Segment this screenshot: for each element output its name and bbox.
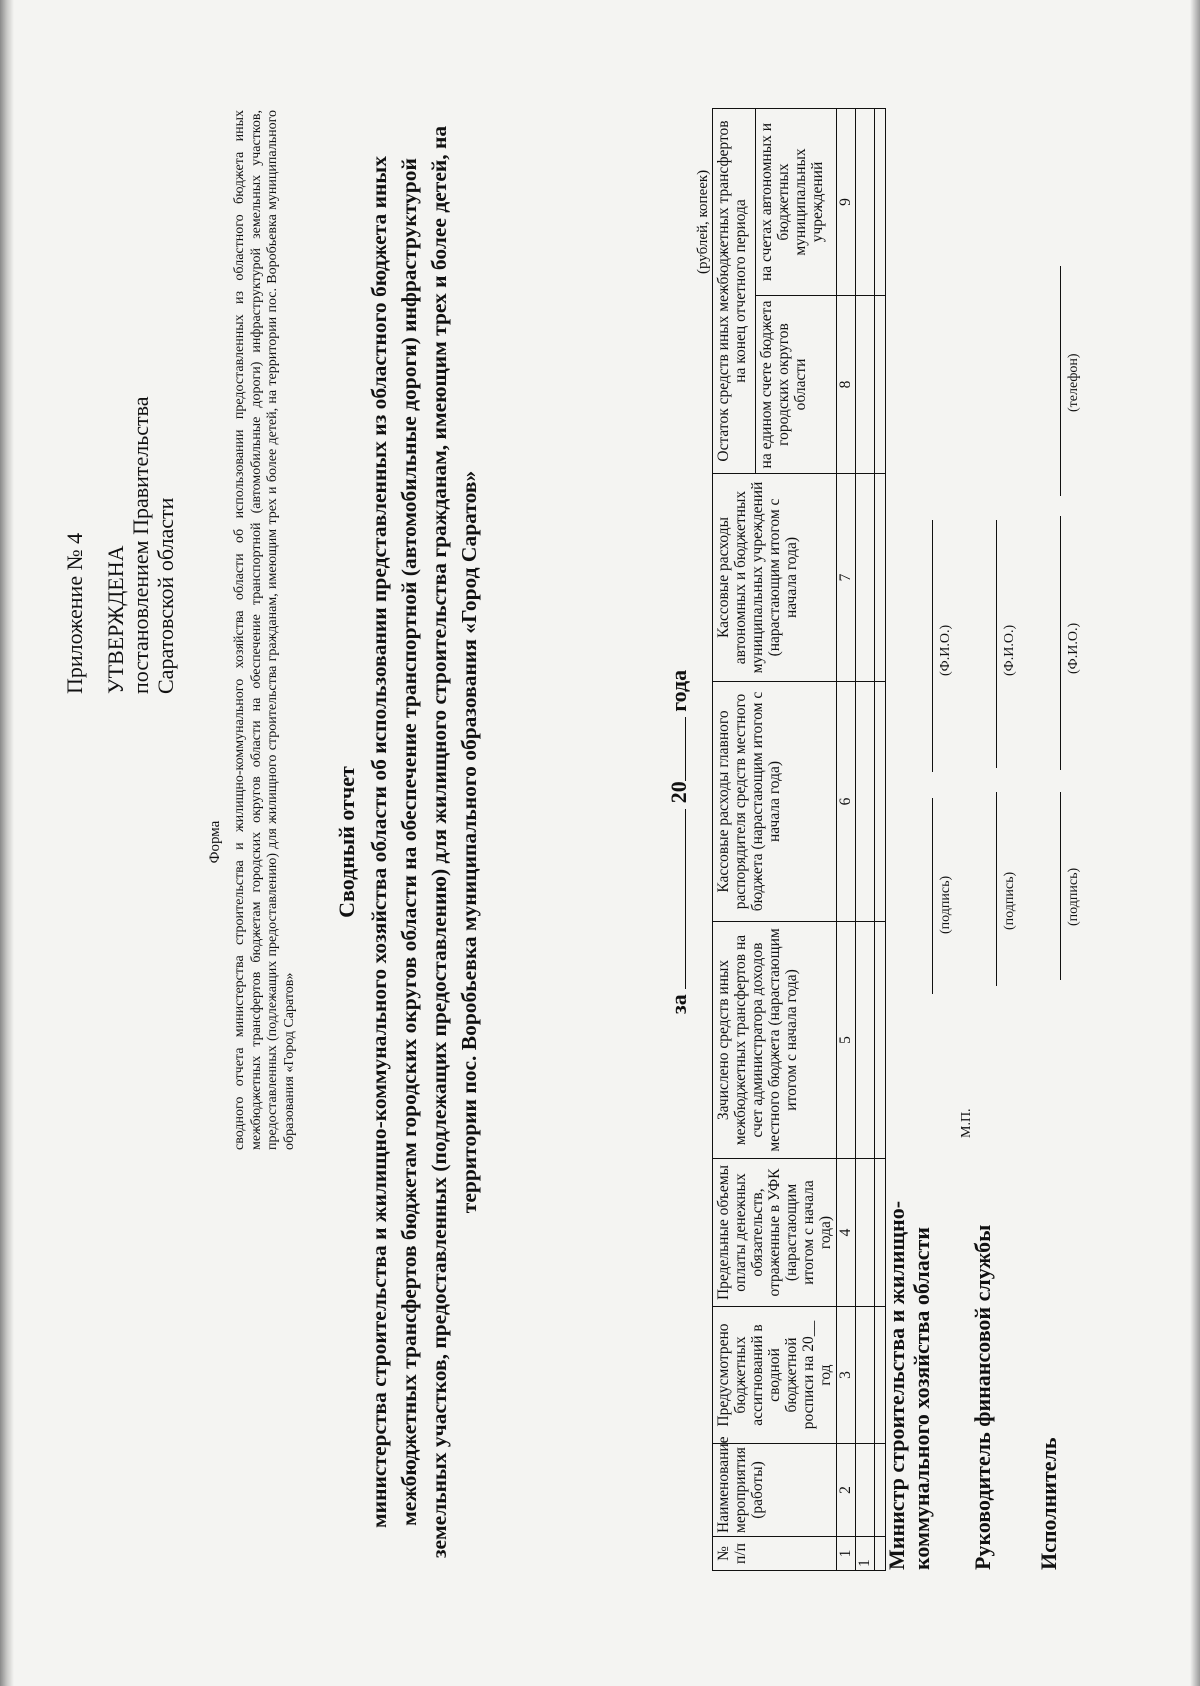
header-row-number: № п/п	[713, 1537, 837, 1571]
finance-head-name-hint: (Ф.И.О.)	[1002, 624, 1017, 676]
minister-title-line1: Министр строительства и жилищно-	[884, 1200, 909, 1570]
approval-authority-line1: постановлением Правительства	[128, 396, 153, 694]
period-suffix: года	[666, 669, 691, 712]
header-institution-expenses: Кассовые расходы автономных и бюджетных муниципальных учреждений (нарастающим итогом с начала года)	[713, 474, 837, 682]
finance-head-signature-line	[996, 792, 997, 986]
approval-block	[62, 254, 178, 694]
currency-note: (рублей, копеек)	[695, 169, 711, 274]
header-payment-limits: Предельные объемы оплаты денежных обязательств, отраженные в УФК (нарастающим итогом с начала года)	[713, 1159, 837, 1307]
executor-phone-hint: (телефон)	[1066, 353, 1081, 412]
table-cell	[856, 1444, 875, 1537]
period-year: 20	[666, 781, 691, 804]
header-remainder: Остаток средств иных межбюджетных трансфертов на конец отчетного периода	[713, 109, 756, 474]
period-blank-date	[667, 809, 686, 989]
header-manager-expenses: Кассовые расходы главного распорядителя средств местного бюджета (нарастающим итогом с начала года)	[713, 682, 837, 922]
minister-title-line2: коммунального хозяйства области	[909, 1227, 934, 1570]
executor-phone-line	[1060, 266, 1061, 496]
executor-name-hint: (Ф.И.О.)	[1066, 622, 1081, 674]
table-cell	[856, 682, 875, 922]
executor-signature-hint: (подпись)	[1066, 867, 1081, 926]
scan-edge-right	[1190, 0, 1200, 1686]
minister-name-line	[932, 520, 933, 772]
header-remainder-institution-accounts: на счетах автономных и бюджетных муниципальных учреждений	[756, 109, 837, 296]
appendix-number: Приложение № 4	[62, 532, 87, 694]
column-number: 7	[837, 474, 856, 682]
table-cell	[875, 474, 886, 682]
minister-signature-hint: (подпись)	[938, 875, 953, 934]
approval-authority-line2: Саратовской области	[153, 497, 178, 694]
minister-name-hint: (Ф.И.О.)	[938, 624, 953, 676]
stamp-placeholder: М.П.	[959, 1108, 974, 1138]
form-label: Форма	[207, 820, 223, 864]
column-number: 3	[837, 1307, 856, 1444]
table-cell	[856, 1307, 875, 1444]
header-activity-name: Наименование мероприятия (работы)	[713, 1444, 837, 1537]
table-cell	[875, 109, 886, 296]
report-title: Сводный отчет	[334, 766, 359, 918]
finance-head-name-line	[996, 520, 997, 768]
executor-signature-line	[1060, 792, 1061, 980]
form-description: сводного отчета министерства строительства и жилищно-коммунального хозяйства области об использовании предоставленных из областного бюджета иных межбюджетных трансфертов бюджетам городских округов области на обеспечение транспортной (автомобильные дороги) инфраструктурой земельных участков, предоставленных (подлежащих предоставлению) для жилищного строительства гражданам, имеющим трех и более детей, на территории пос. Воробьевка муниципального образования «Город Саратов»	[232, 110, 297, 1150]
period-prefix: за	[666, 994, 691, 1015]
table-cell: 1	[856, 1537, 875, 1571]
column-number: 2	[837, 1444, 856, 1537]
column-number: 4	[837, 1159, 856, 1307]
header-remainder-single-account: на едином счете бюджета городских округов области	[756, 296, 837, 474]
table-cell	[856, 1159, 875, 1307]
approval-stamp-text: УТВЕРЖДЕНА	[103, 545, 128, 694]
executor-name-line	[1060, 516, 1061, 770]
scan-edge-left	[0, 0, 14, 1686]
table-cell	[856, 922, 875, 1159]
column-number: 8	[837, 296, 856, 474]
column-number: 6	[837, 682, 856, 922]
column-number-row	[837, 109, 856, 1571]
table-cell	[875, 296, 886, 474]
column-number: 1	[837, 1537, 856, 1571]
rotated-document-page	[62, 102, 1082, 1582]
executor-title: Исполнитель	[1036, 1437, 1061, 1570]
table-cell	[875, 682, 886, 922]
column-number: 5	[837, 922, 856, 1159]
header-credited-transfers: Зачислено средств иных межбюджетных трансфертов на счет администратора доходов местного бюджета (нарастающим итогом с начала года)	[713, 922, 837, 1159]
report-period	[666, 102, 692, 1582]
header-budget-allocations: Предусмотрено бюджетных ассигнований в сводной бюджетной росписи на 20__ год	[713, 1307, 837, 1444]
table-cell	[856, 474, 875, 682]
table-row	[856, 109, 875, 1571]
minister-signature-line	[932, 798, 933, 994]
minister-title	[884, 1201, 934, 1570]
column-number: 9	[837, 109, 856, 296]
table-cell	[856, 296, 875, 474]
table-cell	[856, 109, 875, 296]
table-cell	[875, 922, 886, 1159]
finance-head-title: Руководитель финансовой службы	[970, 1224, 995, 1570]
report-subtitle: министерства строительства и жилищно-коммунального хозяйства области об использовании представленных из областного бюджета иных межбюджетных трансфертов бюджетам городских округов области на обеспечение транспортной (автомобильные дороги) инфраструктурой земельных участков, предоставленных (подлежащих предоставлению) для жилищного строительства гражданам, имеющим трех и более детей, на территории пос. Воробьевка муниципального образования «Город Саратов»	[367, 125, 481, 1559]
period-blank-year	[667, 717, 686, 781]
finance-head-signature-hint: (подпись)	[1002, 871, 1017, 930]
report-table	[712, 108, 886, 1571]
